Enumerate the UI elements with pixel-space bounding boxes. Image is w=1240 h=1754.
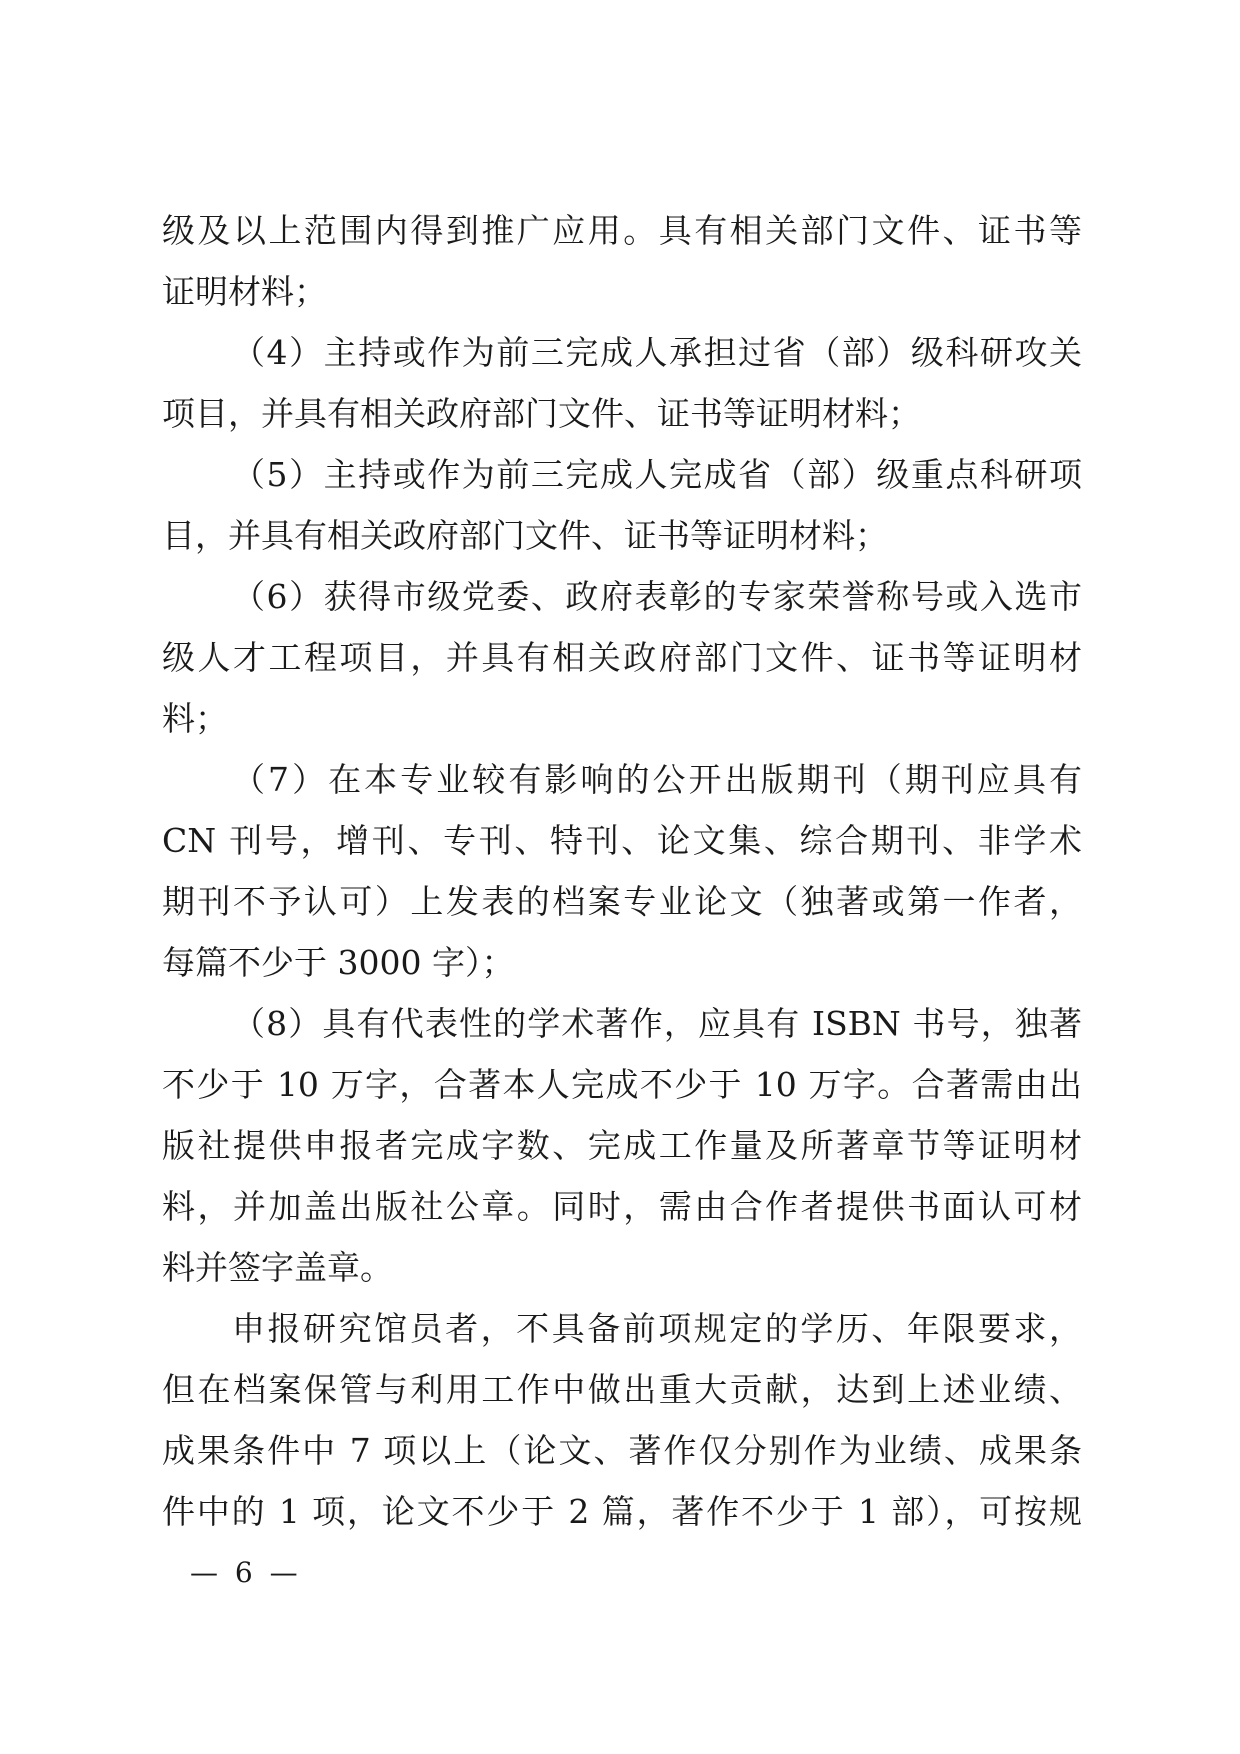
- text-line: 版社提供申报者完成字数、完成工作量及所著章节等证明材: [162, 1126, 1082, 1165]
- page-number: — 6 —: [190, 1556, 302, 1589]
- text-line: （5）主持或作为前三完成人完成省（部）级重点科研项: [232, 455, 1082, 494]
- text-line: 料，并加盖出版社公章。同时，需由合作者提供书面认可材: [162, 1187, 1082, 1226]
- text-line: （4）主持或作为前三完成人承担过省（部）级科研攻关: [232, 333, 1082, 372]
- text-line: 件中的 1 项，论文不少于 2 篇，著作不少于 1 部），可按规: [162, 1492, 1082, 1531]
- text-line: 但在档案保管与利用工作中做出重大贡献，达到上述业绩、: [162, 1370, 1082, 1409]
- body-text: [162, 200, 1082, 1542]
- text-line: 每篇不少于 3000 字）；: [162, 943, 515, 982]
- text-line: 成果条件中 7 项以上（论文、著作仅分别作为业绩、成果条: [162, 1431, 1082, 1470]
- text-line: CN 刊号，增刊、专刊、特刊、论文集、综合期刊、非学术: [162, 821, 1082, 860]
- text-line: （6）获得市级党委、政府表彰的专家荣誉称号或入选市: [232, 577, 1082, 616]
- text-line: 料并签字盖章。: [162, 1248, 393, 1287]
- text-line: 不少于 10 万字，合著本人完成不少于 10 万字。合著需由出: [162, 1065, 1082, 1104]
- text-line: （7）在本专业较有影响的公开出版期刊（期刊应具有: [232, 760, 1082, 799]
- text-line: （8）具有代表性的学术著作，应具有 ISBN 书号，独著: [232, 1004, 1082, 1043]
- text-line: 项目，并具有相关政府部门文件、证书等证明材料；: [162, 394, 921, 433]
- text-line: 证明材料；: [162, 272, 327, 311]
- text-line: 目，并具有相关政府部门文件、证书等证明材料；: [162, 516, 888, 555]
- text-line: 申报研究馆员者，不具备前项规定的学历、年限要求，: [232, 1309, 1082, 1348]
- text-line: 级人才工程项目，并具有相关政府部门文件、证书等证明材: [162, 638, 1082, 677]
- text-line: 料；: [162, 699, 228, 738]
- text-line: 级及以上范围内得到推广应用。具有相关部门文件、证书等: [162, 211, 1082, 250]
- text-line: 期刊不予认可）上发表的档案专业论文（独著或第一作者，: [162, 882, 1082, 921]
